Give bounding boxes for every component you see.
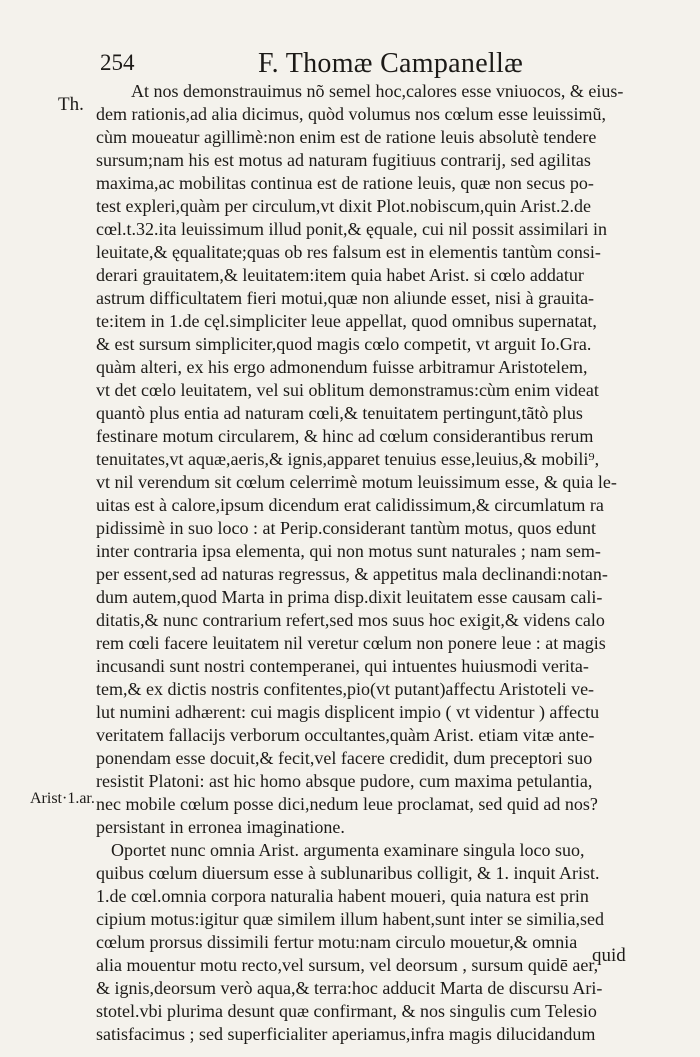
text-line: festinare motum circularem, & hinc ad cœlum considerantibus rerum (96, 426, 594, 446)
text-line: ditatis,& nunc contrarium refert,sed mos suus hoc exigit,& videns calo (96, 610, 605, 630)
text-line: cœlum prorsus dissimili fertur motu:nam circulo mouetur,& omnia (96, 932, 578, 952)
text-line: inter contraria ipsa elementa, qui non motus sunt naturales ; nam sem- (96, 541, 601, 561)
marginal-note-arist: Arist·1.ar. (30, 790, 95, 807)
text-line: derari grauitatem,& leuitatem:item quia habet Arist. si cœlo addatur (96, 265, 584, 285)
text-line: sursum;nam his est motus ad naturam fugitiuus contrarij, sed agilitas (96, 150, 591, 170)
text-line: nec mobile cœlum posse dici,nedum leue proclamat, sed quid ad nos? (96, 794, 598, 814)
page-header (0, 48, 700, 82)
text-line: pidissimè in suo loco : at Perip.considerant tantùm motus, quos edunt (96, 518, 596, 538)
text-line: tenuitates,vt aquæ,aeris,& ignis,apparet tenuius esse,leuius,& mobili⁹, (96, 449, 600, 469)
text-line: lut numini adhærent: cui magis displicent impio ( vt videntur ) affectu (96, 702, 600, 722)
text-line: tem,& ex dictis nostris confitentes,pio(vt putant)affectu Aristoteli ve- (96, 679, 595, 699)
text-line: resistit Platoni: ast hic homo absque pudore, cum maxima petulantia, (96, 771, 593, 791)
catchword: quid (592, 945, 626, 966)
text-line: quantò plus entia ad naturam cœli,& tenuitatem pertingunt,tãtò plus (96, 403, 583, 423)
text-line: quàm alteri, ex his ergo admonendum fuisse arbitramur Aristotelem, (96, 357, 588, 377)
text-line: dum autem,quod Marta in prima disp.dixit leuitatem esse causam cali- (96, 587, 603, 607)
text-line: alia mouentur motu recto,vel sursum, vel deorsum , sursum quidē aer, (96, 955, 599, 975)
text-line: stotel.vbi plurima desunt quæ confirmant, & nos singulis cum Telesio (96, 1001, 597, 1021)
text-line: 1.de cœl.omnia corpora naturalia habent moueri, quia natura est prin (96, 886, 589, 906)
text-line: rem cœli facere leuitatem nil veretur cœlum non ponere leue : at magis (96, 633, 606, 653)
text-line: te:item in 1.de cęl.simpliciter leue appellat, quod omnibus supernatat, (96, 311, 597, 331)
running-head: F. Thomæ Campanellæ (258, 48, 524, 79)
page-number: 254 (100, 50, 135, 75)
text-line: Oportet nunc omnia Arist. argumenta examinare singula loco suo, (111, 840, 585, 860)
text-line: quibus cœlum diuersum esse à sublunaribus colligit, & 1. inquit Arist. (96, 863, 600, 883)
text-line: leuitate,& ęqualitate;quas ob res falsum est in elementis tantùm consi- (96, 242, 601, 262)
text-line: & ignis,deorsum verò aqua,& terra:hoc adducit Marta de discursu Ari- (96, 978, 603, 998)
text-line: maxima,ac mobilitas continua est de ratione leuis, quæ non secus po- (96, 173, 594, 193)
text-line: persistant in erronea imaginatione. (96, 817, 345, 837)
text-line: test expleri,quàm per circulum,vt dixit Plot.nobiscum,quin Arist.2.de (96, 196, 591, 216)
text-line: vt det cœlo leuitatem, vel sui oblitum demonstramus:cùm enim videat (96, 380, 599, 400)
text-line: vt nil verendum sit cœlum celerrimè motum leuissimum esse, & quia le- (96, 472, 617, 492)
marginal-note-th: Th. (58, 94, 84, 115)
text-line: satisfacimus ; sed superficialiter aperiamus,infra magis dilucidandum (96, 1024, 596, 1044)
text-line: incusandi sunt nostri contemperanei, qui intuentes huiusmodi verita- (96, 656, 589, 676)
text-line: cœl.t.32.ita leuissimum illud ponit,& ęquale, cui nil possit assimilari in (96, 219, 607, 239)
text-line: & est sursum simpliciter,quod magis cœlo competit, vt arguit Io.Gra. (96, 334, 592, 354)
text-line: dem rationis,ad alia dicimus, quòd volumus nos cœlum esse leuissimũ, (96, 104, 606, 124)
text-line: astrum difficultatem fieri motui,quæ non aliunde esset, nisi à grauita- (96, 288, 595, 308)
text-line: per essent,sed ad naturas regressus, & appetitus mala declinandi:notan- (96, 564, 608, 584)
text-line: veritatem fallacijs verborum occultantes,quàm Arist. etiam vitæ ante- (96, 725, 595, 745)
text-line: ponendam esse docuit,& fecit,vel facere credidit, dum preceptori suo (96, 748, 593, 768)
text-line: cùm moueatur agillimè:non enim est de ratione leuis absolutè tendere (96, 127, 597, 147)
text-line: uitas est à calore,ipsum dicendum erat calidissimum,& circumlatum ra (96, 495, 604, 515)
text-line: At nos demonstrauimus nõ semel hoc,calores esse vniuocos, & eius- (131, 81, 624, 101)
text-line: cipium motus:igitur quæ similem illum habent,sunt inter se similia,sed (96, 909, 604, 929)
